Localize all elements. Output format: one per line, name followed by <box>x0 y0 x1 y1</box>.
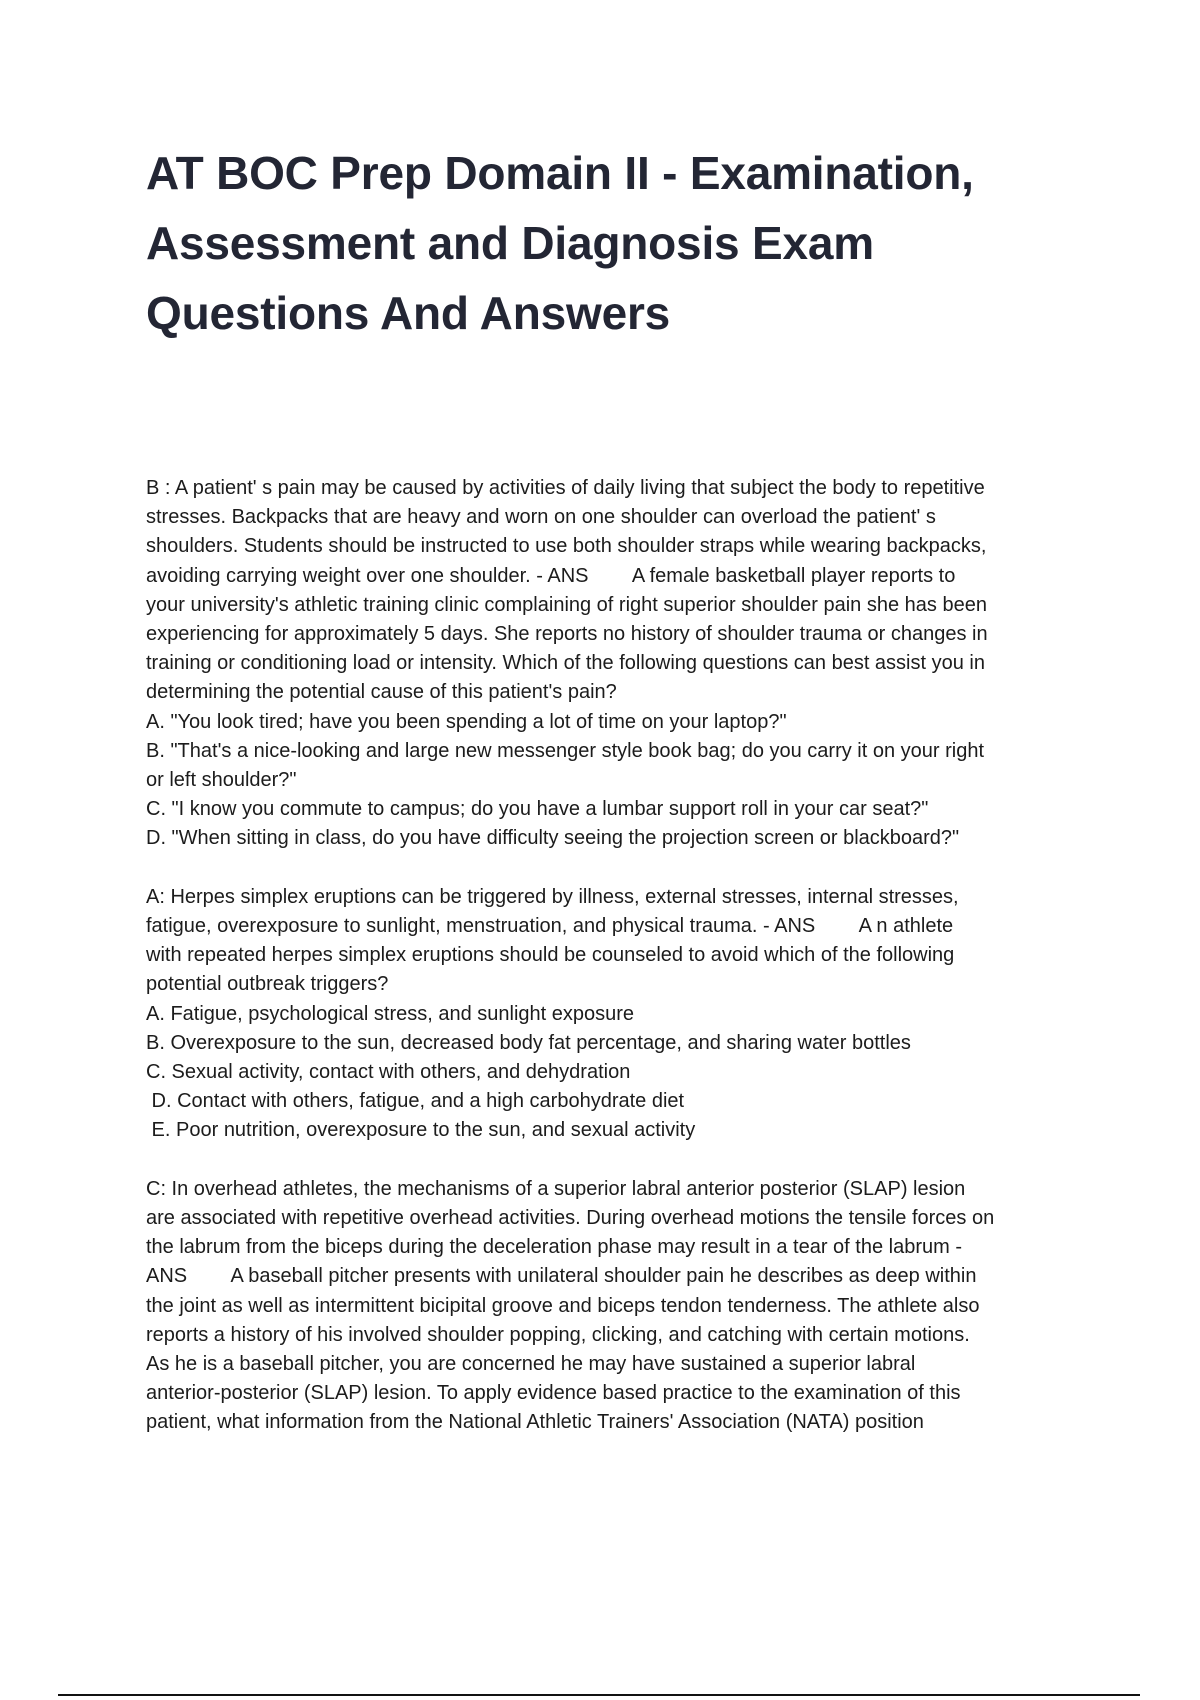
text-line: fatigue, overexposure to sunlight, menstruation, and physical trauma. - ANS A n athlete <box>146 915 954 938</box>
text-line: potential outbreak triggers? <box>146 973 389 996</box>
text-line: the joint as well as intermittent bicipital groove and biceps tendon tenderness. The athlete also <box>146 1294 980 1317</box>
title-line: Assessment and Diagnosis Exam <box>146 217 874 269</box>
answer-option: D. "When sitting in class, do you have difficulty seeing the projection screen or blackboard?" <box>146 827 960 850</box>
text-line: experiencing for approximately 5 days. She reports no history of shoulder trauma or changes in <box>146 623 988 646</box>
text-line: determining the potential cause of this patient's pain? <box>146 681 617 704</box>
text-line: with repeated herpes simplex eruptions should be counseled to avoid which of the following <box>146 944 955 967</box>
text-line: ANS A baseball pitcher presents with unilateral shoulder pain he describes as deep within <box>146 1265 977 1288</box>
text-line: A: Herpes simplex eruptions can be triggered by illness, external stresses, internal stresses, <box>146 885 959 908</box>
answer-option: E. Poor nutrition, overexposure to the sun, and sexual activity <box>146 1119 696 1142</box>
text-line: B : A patient' s pain may be caused by activities of daily living that subject the body to repetitive <box>146 477 985 499</box>
text-line: are associated with repetitive overhead activities. During overhead motions the tensile forces on <box>146 1207 995 1230</box>
text-line: C: In overhead athletes, the mechanisms of a superior labral anterior posterior (SLAP) lesion <box>146 1177 966 1200</box>
qa-block-herpes <box>146 883 1096 1146</box>
answer-option: or left shoulder?" <box>146 769 297 792</box>
text-line: training or conditioning load or intensity. Which of the following questions can best assist you in <box>146 652 985 675</box>
answer-option: B. Overexposure to the sun, decreased body fat percentage, and sharing water bottles <box>146 1031 911 1054</box>
text-line: your university's athletic training clinic complaining of right superior shoulder pain she has been <box>146 593 987 616</box>
document-title <box>146 138 1086 348</box>
text-line: the labrum from the biceps during the deceleration phase may result in a tear of the labrum - <box>146 1236 962 1259</box>
qa-block-backpack <box>146 474 1096 854</box>
title-line: AT BOC Prep Domain II - Examination, <box>146 147 974 199</box>
answer-option: C. Sexual activity, contact with others, and dehydration <box>146 1061 631 1084</box>
text-line: avoiding carrying weight over one shoulder. - ANS A female basketball player reports to <box>146 564 956 587</box>
title-line: Questions And Answers <box>146 287 671 339</box>
text-line: shoulders. Students should be instructed to use both shoulder straps while wearing backpacks, <box>146 535 987 558</box>
qa-content <box>146 474 1096 1467</box>
answer-option: D. Contact with others, fatigue, and a high carbohydrate diet <box>146 1090 685 1113</box>
text-line: stresses. Backpacks that are heavy and worn on one shoulder can overload the patient' s <box>146 506 936 529</box>
answer-option: C. "I know you commute to campus; do you have a lumbar support roll in your car seat?" <box>146 798 929 821</box>
text-line: reports a history of his involved shoulder popping, clicking, and catching with certain motions. <box>146 1323 970 1346</box>
answer-option: A. Fatigue, psychological stress, and sunlight exposure <box>146 1002 635 1025</box>
answer-option: B. "That's a nice-looking and large new messenger style book bag; do you carry it on your right <box>146 739 985 762</box>
page-bottom-rule <box>58 1694 1140 1696</box>
text-line: patient, what information from the National Athletic Trainers' Association (NATA) position <box>146 1411 924 1434</box>
qa-block-slap <box>146 1175 1096 1438</box>
text-line: As he is a baseball pitcher, you are concerned he may have sustained a superior labral <box>146 1353 916 1376</box>
text-line: anterior-posterior (SLAP) lesion. To apply evidence based practice to the examination of this <box>146 1382 961 1405</box>
answer-option: A. "You look tired; have you been spending a lot of time on your laptop?" <box>146 710 787 733</box>
